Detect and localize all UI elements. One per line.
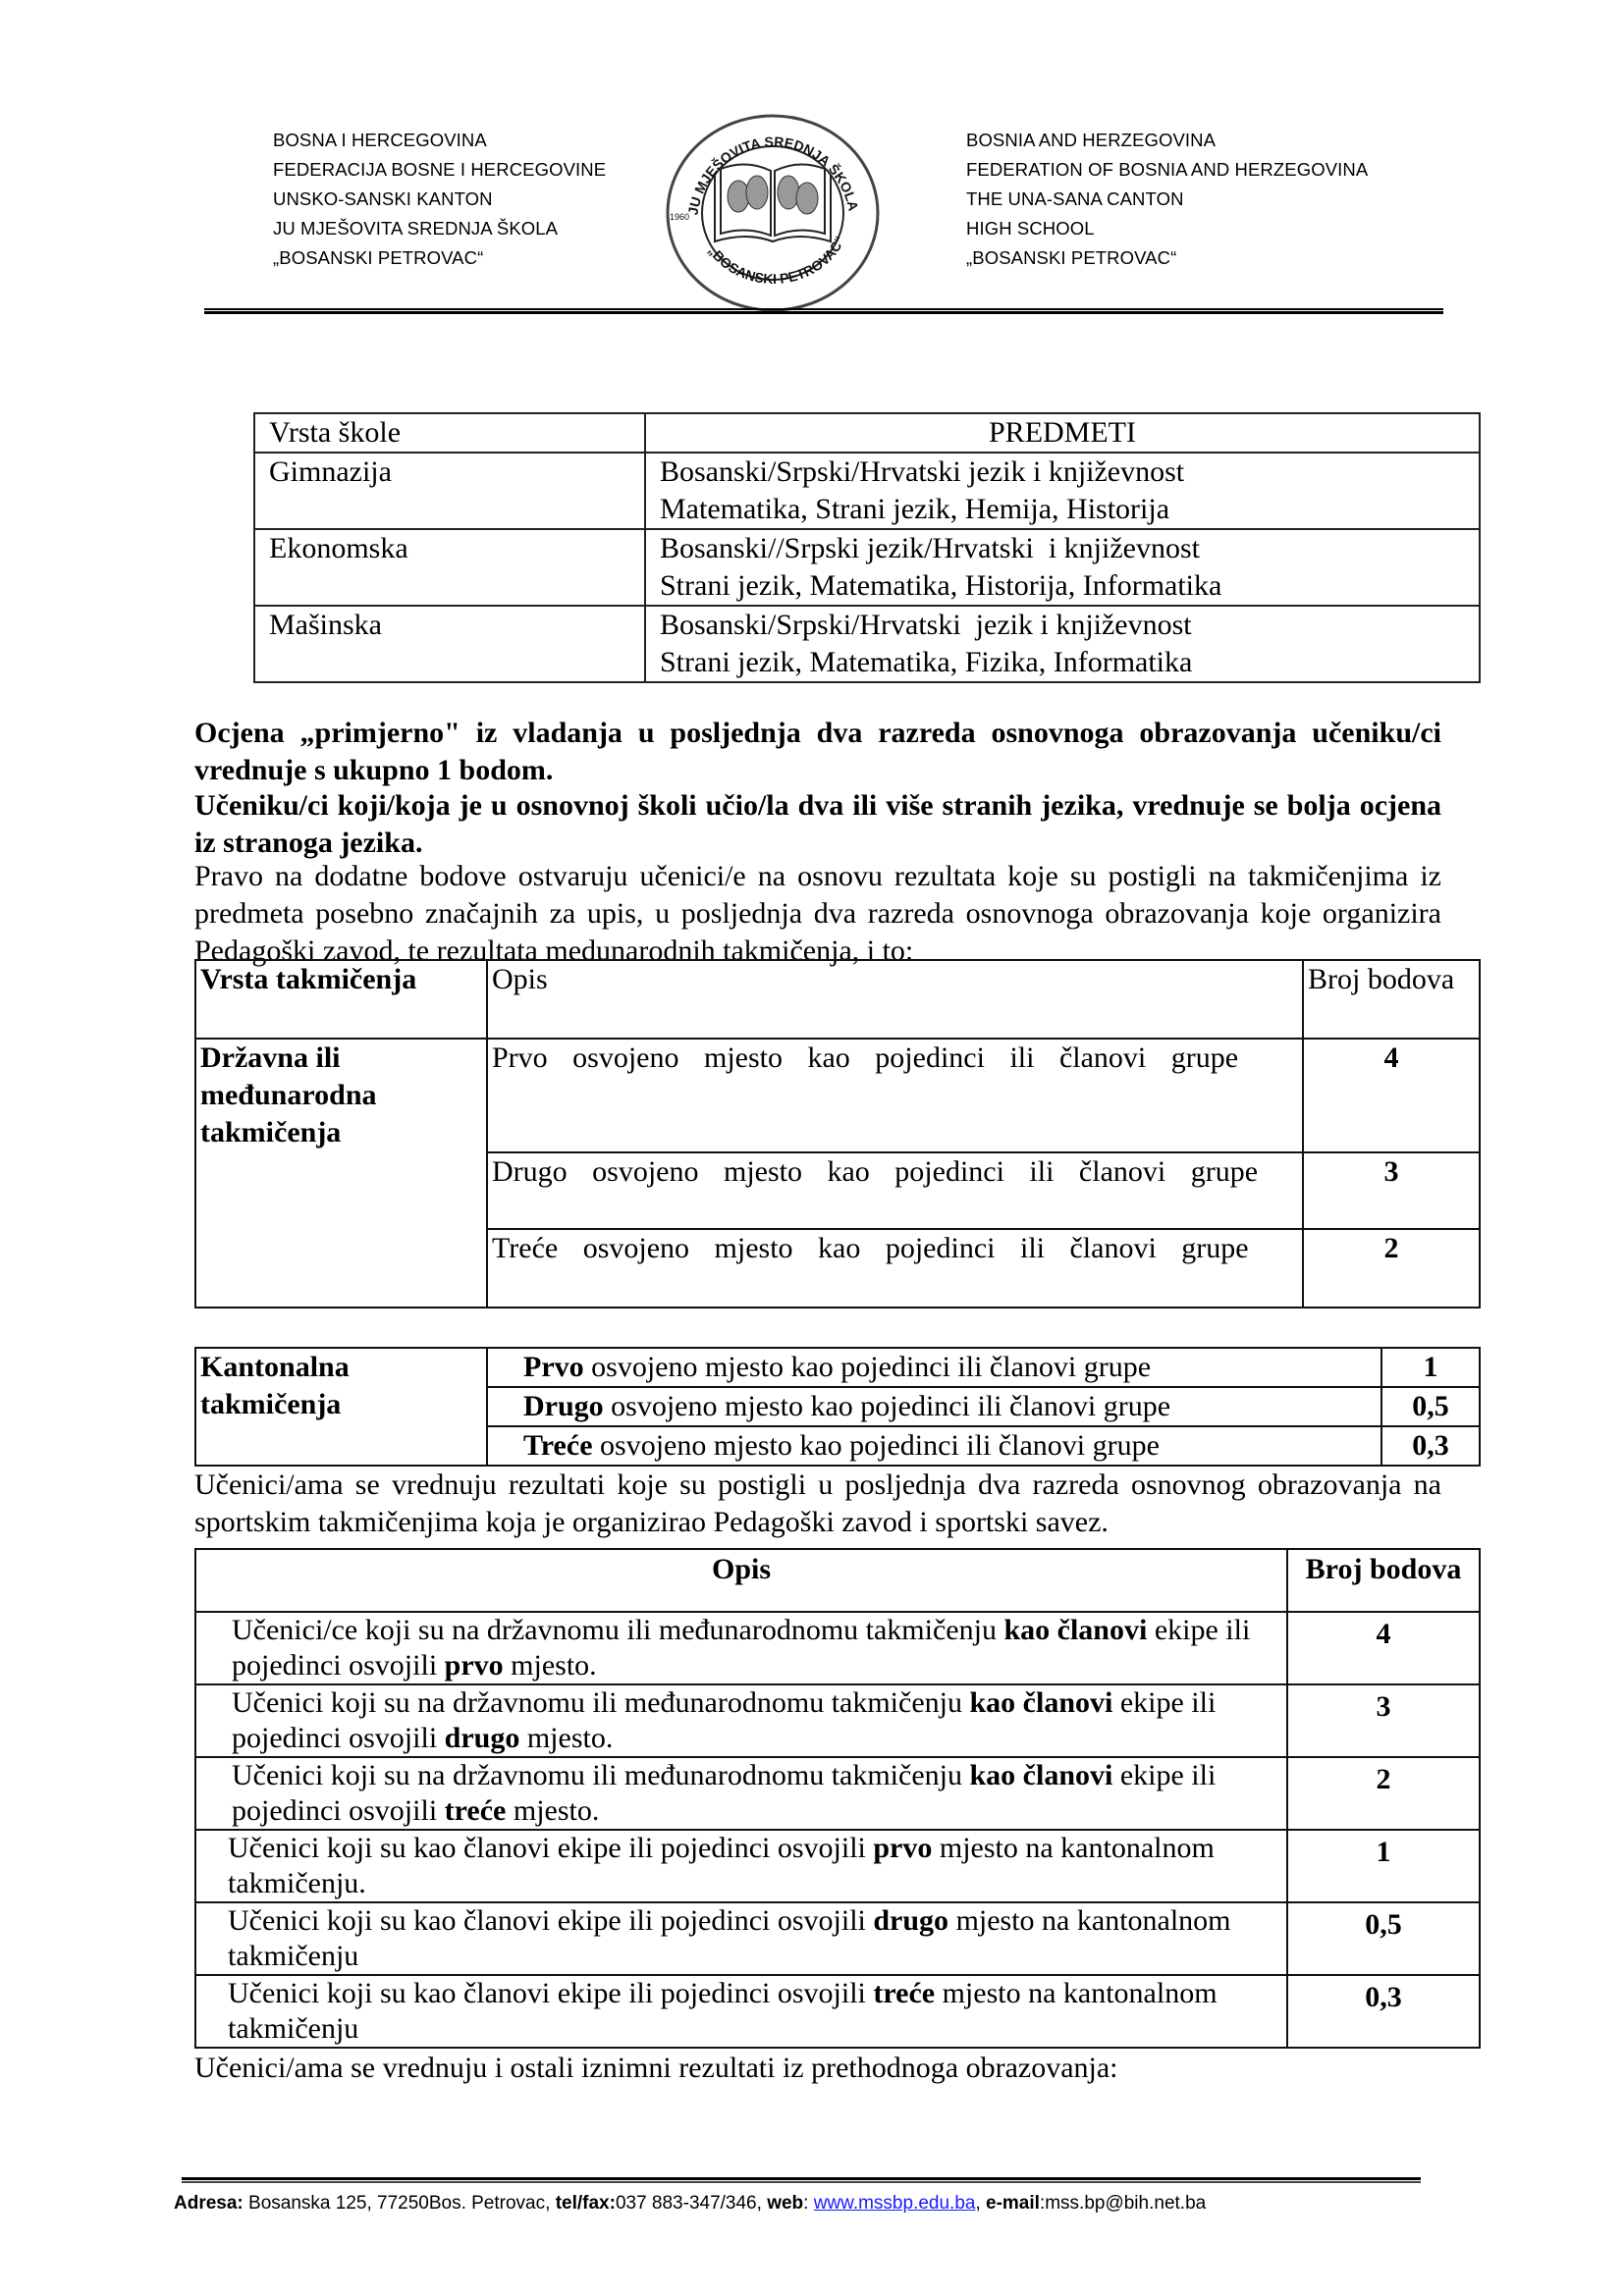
description-text: osvojeno mjesto kao pojedinci ili članovi grupe [583,1351,1152,1383]
text-part: Učenici koji su kao članovi ekipe ili pojedinci osvojili [228,1904,874,1937]
description-cell [195,1612,1287,1684]
bold-part: kao članovi [1003,1614,1148,1646]
footer-divider [182,2177,1421,2183]
description-cell [195,1975,1287,2048]
points-cell: 2 [1303,1229,1480,1308]
subjects-cell [645,529,1480,606]
column-header: Broj bodova [1287,1549,1480,1612]
header-line: THE UNA-SANA CANTON [966,188,1184,209]
column-header: Vrsta škole [254,413,645,453]
text-part: mjesto na kantonalnom takmičenju [228,1977,1218,2045]
header-line: FEDERATION OF BOSNIA AND HERZEGOVINA [966,159,1369,180]
description-cell [195,1757,1287,1830]
text-part: mjesto. [503,1649,597,1682]
behavior-grade-paragraph: Ocjena „primjerno" iz vladanja u posljednja dva razreda osnovnoga obrazovanja učeniku/ci vrednuje s ukupno 1 bodom. [194,717,1441,786]
column-header: Opis [487,960,1303,1039]
foreign-language-paragraph: Učeniku/ci koji/koja je u osnovnoj školi učio/la dva ili više stranih jezika, vrednuje se bolja ocjena iz stranoga jezika. [194,789,1441,859]
footer-contact [174,2193,1206,2215]
text-part: ekipe ili pojedinci osvojili [232,1686,1217,1754]
table-row [195,1612,1480,1684]
separator: , [975,2193,987,2214]
bold-part: prvo [444,1649,504,1682]
description-cell [487,1387,1381,1426]
subjects-cell [645,606,1480,682]
table-header-row [254,413,1480,453]
column-header: PREDMETI [645,413,1480,453]
text-part: mjesto. [506,1794,600,1827]
competition-category [195,1348,487,1466]
bold-part: prvo [873,1832,933,1864]
subjects-line: Bosanski/Srpski/Hrvatski jezik i književnost [660,455,1185,488]
points-cell: 3 [1287,1684,1480,1757]
bold-part: kao članovi [969,1759,1113,1791]
text-part: mjesto. [519,1722,614,1754]
description-cell: Treće osvojeno mjesto kao pojedinci ili članovi grupe [487,1229,1303,1308]
email-label: e-mail [986,2193,1040,2214]
text-part: Učenici/ce koji su na državnomu ili međunarodnomu takmičenju [232,1614,1004,1646]
points-cell: 0,5 [1381,1387,1480,1426]
header-line: UNSKO-SANSKI KANTON [273,188,493,209]
table-row [195,1757,1480,1830]
description-cell: Prvo osvojeno mjesto kao pojedinci ili članovi grupe [487,1039,1303,1152]
description-cell: Drugo osvojeno mjesto kao pojedinci ili članovi grupe [487,1152,1303,1229]
school-type: Mašinska [254,606,645,682]
header-left-block [273,126,606,273]
table-header-row [195,960,1480,1039]
points-cell: 0,3 [1381,1426,1480,1466]
address-value: Bosanska 125, 77250Bos. Petrovac, [243,2193,556,2214]
subjects-cell [645,453,1480,529]
text-part: ekipe ili pojedinci osvojili [232,1614,1251,1682]
points-cell: 1 [1287,1830,1480,1902]
svg-text:„BOSANSKI PETROVAC“: „BOSANSKI PETROVAC“ [705,233,848,288]
bold-part: drugo [444,1722,520,1754]
text-part: Učenici koji su kao članovi ekipe ili pojedinci osvojili [228,1977,874,2009]
sports-intro-paragraph: Učenici/ama se vrednuju rezultati koje su postigli u posljednja dva razreda osnovnog obrazovanja na sportskim takmičenjima koja je organizirao Pedagoški zavod i sportski savez. [194,1468,1441,1538]
description-cell [487,1348,1381,1387]
table-row [195,1975,1480,2048]
separator: : [803,2193,814,2214]
sports-table [194,1548,1481,2049]
email-value: :mss.bp@bih.net.ba [1039,2193,1207,2214]
description-cell [195,1902,1287,1975]
subjects-table [253,412,1481,683]
subjects-line: Strani jezik, Matematika, Historija, Informatika [660,569,1222,602]
tel-label: tel/fax: [555,2193,616,2214]
header-line: FEDERACIJA BOSNE I HERCEGOVINE [273,159,607,180]
subjects-line: Bosanski//Srpski jezik/Hrvatski i književnost [660,532,1200,564]
text-part: mjesto na kantonalnom takmičenju. [228,1832,1215,1899]
bold-part: kao članovi [969,1686,1113,1719]
table-row [254,453,1480,529]
header-line: JU MJEŠOVITA SREDNJA ŠKOLA [273,218,559,239]
tel-value: 037 883-347/346, [615,2193,768,2214]
subjects-line: Bosanski/Srpski/Hrvatski jezik i književnost [660,609,1192,641]
text-part: Učenici koji su kao članovi ekipe ili pojedinci osvojili [228,1832,874,1864]
school-seal-icon [660,110,886,316]
header-divider [204,308,1443,314]
competition-table [194,959,1481,1308]
category-label: Kantonalna takmičenja [200,1351,350,1420]
points-cell: 4 [1287,1612,1480,1684]
points-cell: 0,3 [1287,1975,1480,2048]
header-line: „BOSANSKI PETROVAC“ [966,247,1177,268]
description-cell [487,1426,1381,1466]
description-text: osvojeno mjesto kao pojedinci ili članovi grupe [603,1390,1171,1422]
subjects-line: Matematika, Strani jezik, Hemija, Historija [660,493,1170,525]
header-line: BOSNIA AND HERZEGOVINA [966,130,1217,150]
header-line: BOSNA I HERCEGOVINA [273,130,487,150]
competition-intro-paragraph: Pravo na dodatne bodove ostvaruju učenici/e na osnovu rezultata koje su postigli na takmičenjima iz predmeta posebno značajnih za upis, u posljednja dva razreda osnovnoga obrazovanja koje organizira Pedagoški zavod, te rezultata medunarodnih takmičenja, i to: [194,860,1441,967]
bold-part: treće [444,1794,507,1827]
description-cell [195,1830,1287,1902]
header-line: HIGH SCHOOL [966,218,1095,239]
svg-text:1960: 1960 [670,212,690,222]
header-right-block [966,126,1368,273]
column-header: Broj bodova [1303,960,1480,1039]
text-part: Učenici koji su na državnomu ili međunarodnomu takmičenju [232,1686,970,1719]
description-cell [195,1684,1287,1757]
web-label: web [767,2193,804,2214]
text-part: mjesto na kantonalnom takmičenju [228,1904,1231,1972]
bold-part: drugo [873,1904,949,1937]
category-label: Državna ili međunarodna takmičenja [200,1041,377,1148]
points-cell: 1 [1381,1348,1480,1387]
text-part: Učenici koji su na državnomu ili međunarodnomu takmičenju [232,1759,970,1791]
table-row [254,606,1480,682]
place-label: Drugo [523,1390,604,1422]
points-cell: 4 [1303,1039,1480,1152]
website-link[interactable]: www.mssbp.edu.ba [813,2193,976,2214]
address-label: Adresa: [174,2193,244,2214]
table-row [195,1039,1480,1152]
table-row [254,529,1480,606]
table-header-row [195,1549,1480,1612]
table-row [195,1902,1480,1975]
school-type: Gimnazija [254,453,645,529]
place-label: Prvo [523,1351,584,1383]
table-row [195,1348,1480,1387]
table-row [195,1830,1480,1902]
place-label: Treće [523,1429,593,1462]
text-part: ekipe ili pojedinci osvojili [232,1759,1217,1827]
table-row [195,1684,1480,1757]
column-header: Opis [195,1549,1287,1612]
svg-text:JU MJEŠOVITA SREDNJA ŠKOLA: JU MJEŠOVITA SREDNJA ŠKOLA [684,133,862,217]
subjects-line: Strani jezik, Matematika, Fizika, Informatika [660,646,1193,678]
bold-part: treće [873,1977,936,2009]
description-text: osvojeno mjesto kao pojedinci ili članovi grupe [592,1429,1160,1462]
other-results-paragraph: Učenici/ama se vrednuju i ostali iznimni rezultati iz prethodnoga obrazovanja: [194,2052,1118,2084]
cantonal-table [194,1347,1481,1467]
points-cell: 0,5 [1287,1902,1480,1975]
competition-category [195,1039,487,1308]
column-header: Vrsta takmičenja [195,960,487,1039]
points-cell: 3 [1303,1152,1480,1229]
school-type: Ekonomska [254,529,645,606]
points-cell: 2 [1287,1757,1480,1830]
header-line: „BOSANSKI PETROVAC“ [273,247,484,268]
